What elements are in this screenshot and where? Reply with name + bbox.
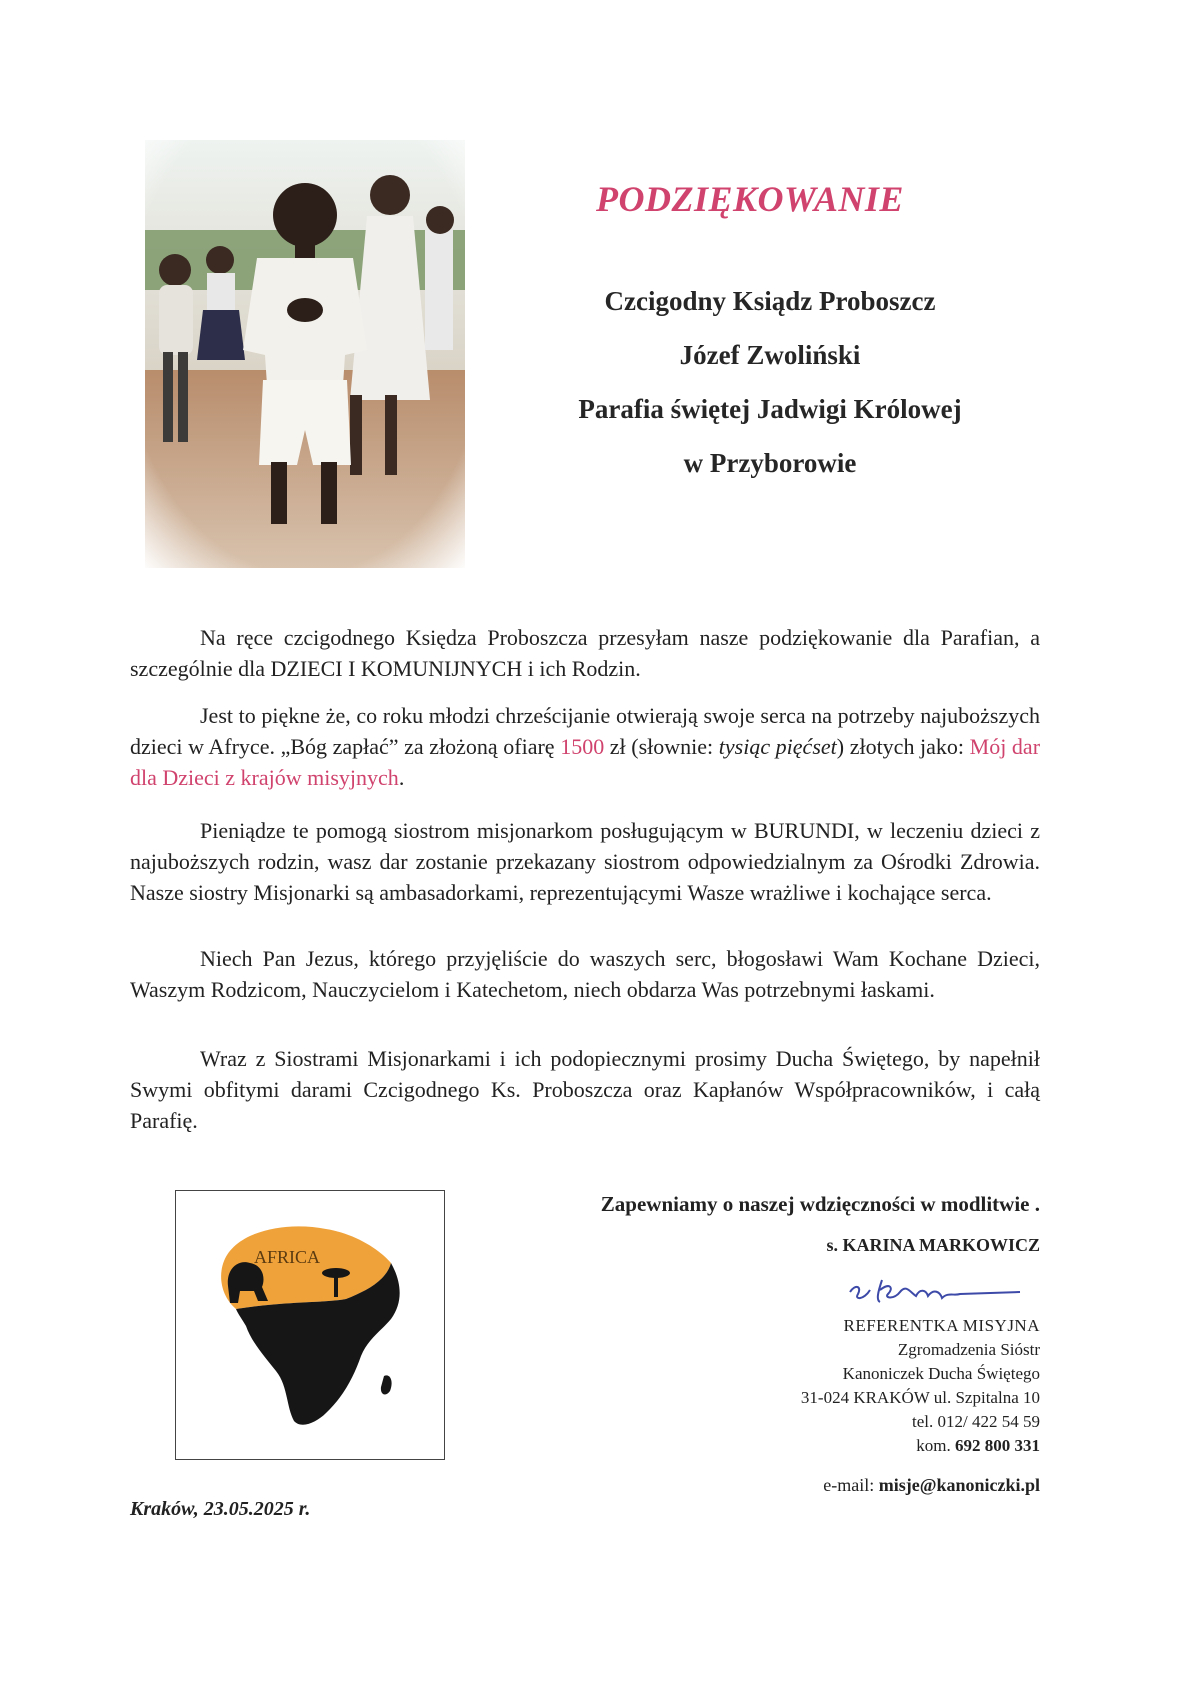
donation-amount: 1500 xyxy=(560,734,605,759)
paragraph-2-end: . xyxy=(398,765,405,790)
sender-mobile xyxy=(801,1434,1040,1458)
paragraph-1-text: Na ręce czcigodnego Księdza Proboszcza przesyłam nasze podziękowanie dla Parafian, a szczególnie dla DZIECI I KOMUNIJNYCH i ich Rodzin. xyxy=(130,625,1040,681)
paragraph-2-currency: zł (słownie: xyxy=(609,734,714,759)
amount-in-words: tysiąc pięćset xyxy=(718,734,837,759)
sender-mobile-label: kom. xyxy=(916,1436,951,1455)
paragraph-4-text: Niech Pan Jezus, którego przyjęliście do waszych serc, błogosławi Wam Kochane Dzieci, Waszym Rodzicom, Nauczycielom i Katechetom, niech obdarza Was potrzebnymi łaskami. xyxy=(130,946,1040,1002)
paragraph-2 xyxy=(130,700,1040,793)
sender-address: 31-024 KRAKÓW ul. Szpitalna 10 xyxy=(800,1388,1040,1407)
handwritten-signature xyxy=(830,1262,1030,1315)
children-photo xyxy=(145,140,465,568)
sender-role: REFERENTKA MISYJNA xyxy=(843,1316,1040,1335)
signer-name: s. KARINA MARKOWICZ xyxy=(826,1235,1040,1255)
recipient-place: w Przyborowie xyxy=(683,448,857,478)
recipient-title: Czcigodny Ksiądz Proboszcz xyxy=(604,286,936,316)
paragraph-4 xyxy=(130,943,1040,1005)
sender-org-2: Kanoniczek Ducha Świętego xyxy=(842,1364,1040,1383)
closing-line: Zapewniamy o naszej wdzięczności w modlitwie . xyxy=(600,1192,1040,1216)
paragraph-2-text: Jest to piękne że, co roku młodzi chrześcijanie otwierają swoje serca na potrzeby najuboższych dzieci w Afryce. „Bóg zapłać” za złożoną ofiarę xyxy=(130,703,1040,759)
recipient-parish: Parafia świętej Jadwigi Królowej xyxy=(578,394,962,424)
sender-details xyxy=(801,1314,1040,1458)
africa-logo-text: AFRICA xyxy=(254,1247,321,1267)
paragraph-5-text: Wraz z Siostrami Misjonarkami i ich podopiecznymi prosimy Ducha Świętego, by napełnił Swymi obfitymi darami Czcigodnego Ks. Proboszcza oraz Kapłanów Współpracowników, i całą Parafię. xyxy=(130,1046,1040,1133)
paragraph-3-text: Pieniądze te pomogą siostrom misjonarkom posługującym w BURUNDI, w leczeniu dzieci z najuboższych rodzin, wasz dar zostanie przekazany siostrom odpowiedzialnym za Ośrodki Zdrowia. Nasze siostry Misjonarki są ambasadorkami, reprezentującymi Wasze wrażliwe i kochające serca. xyxy=(130,818,1040,905)
sender-email xyxy=(823,1475,1040,1496)
paragraph-3 xyxy=(130,815,1040,908)
sender-phone: tel. 012/ 422 54 59 xyxy=(912,1412,1040,1431)
page-title: PODZIĘKOWANIE xyxy=(596,179,904,219)
sender-mobile-number: 692 800 331 xyxy=(955,1436,1040,1455)
gift-name: Mój dar dla Dzieci z krajów misyjnych xyxy=(130,734,1041,790)
email-label: e-mail: xyxy=(823,1475,875,1495)
email-address[interactable]: misje@kanoniczki.pl xyxy=(878,1475,1040,1495)
paragraph-1 xyxy=(130,622,1040,684)
paragraph-2-cont: ) złotych jako: xyxy=(836,734,965,759)
sender-org-1: Zgromadzenia Sióstr xyxy=(897,1340,1040,1359)
recipient-name: Józef Zwoliński xyxy=(679,340,861,370)
letter-date: Kraków, 23.05.2025 r. xyxy=(130,1498,311,1520)
africa-logo xyxy=(175,1190,445,1460)
paragraph-5 xyxy=(130,1043,1040,1136)
signature-text: s. Karina xyxy=(830,1262,834,1263)
